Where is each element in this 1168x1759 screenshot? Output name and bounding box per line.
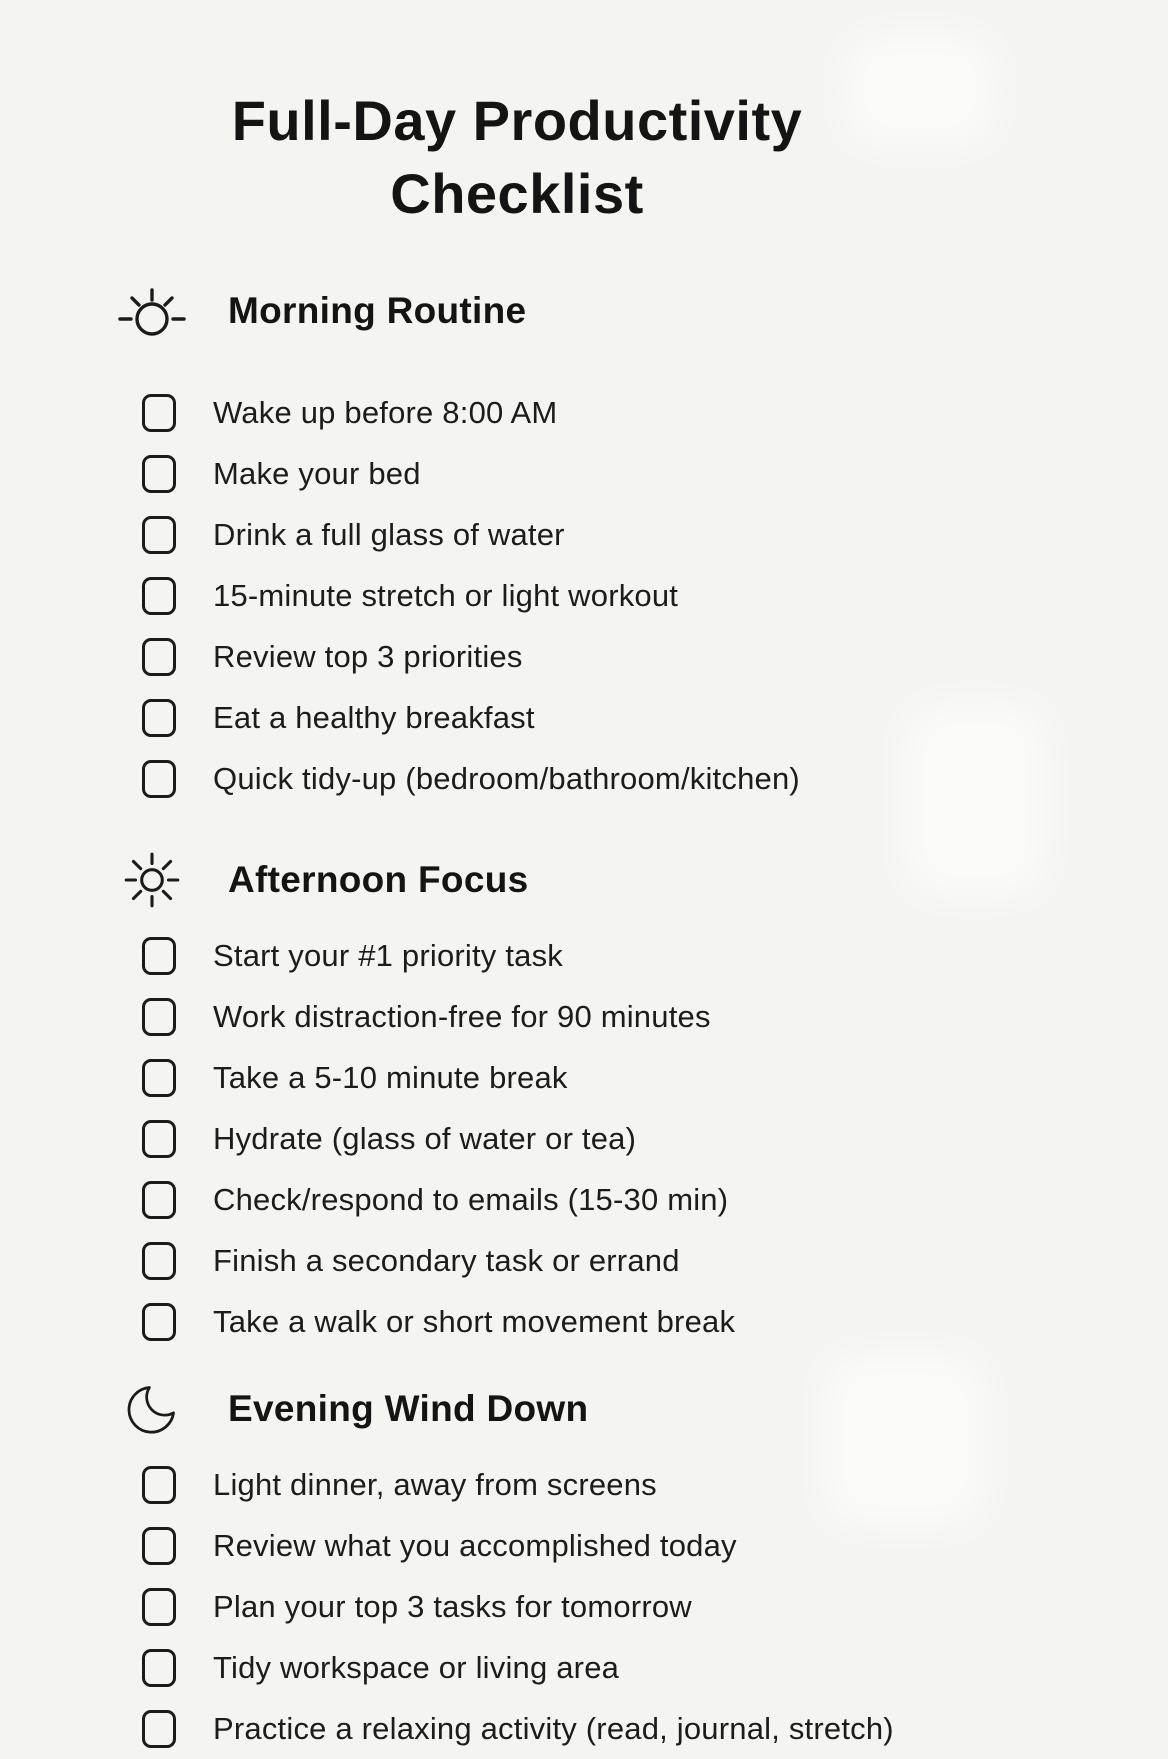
sun-icon: [112, 847, 192, 913]
checklist-item: [0, 1454, 1168, 1515]
checklist-item-label: Practice a relaxing activity (read, journal, stretch): [213, 1710, 894, 1746]
section-title: Morning Routine: [228, 290, 527, 331]
checklist-item: [0, 1637, 1168, 1698]
checkbox[interactable]: [142, 516, 176, 554]
checklist-item-label: Tidy workspace or living area: [213, 1649, 620, 1685]
checklist-item: [0, 986, 1168, 1047]
checklist-evening: [0, 1454, 1168, 1759]
checklist-item-label: Hydrate (glass of water or tea): [213, 1120, 637, 1156]
checkbox[interactable]: [142, 760, 176, 798]
checklist-item: [0, 1576, 1168, 1637]
checkbox[interactable]: [142, 937, 176, 975]
checklist-item-label: Wake up before 8:00 AM: [213, 394, 558, 430]
checklist-item-label: Drink a full glass of water: [213, 516, 565, 552]
checkbox[interactable]: [142, 699, 176, 737]
checklist-item: [0, 925, 1168, 986]
checklist-item: [0, 443, 1168, 504]
page-title-line-1: Full-Day Productivity: [231, 89, 803, 152]
checkbox[interactable]: [142, 1527, 176, 1565]
checkbox[interactable]: [142, 1059, 176, 1097]
checklist-item-label: Start your #1 priority task: [213, 937, 563, 973]
checklist-item: [0, 687, 1168, 748]
section-title: Afternoon Focus: [228, 859, 529, 900]
checklist-item-label: Check/respond to emails (15-30 min): [213, 1181, 729, 1217]
checklist-item: [0, 382, 1168, 443]
checklist-item-label: Eat a healthy breakfast: [213, 699, 535, 735]
checkbox[interactable]: [142, 394, 176, 432]
checkbox[interactable]: [142, 1120, 176, 1158]
checkbox[interactable]: [142, 638, 176, 676]
checklist-item: [0, 565, 1168, 626]
checklist-item-label: Finish a secondary task or errand: [213, 1242, 680, 1278]
checklist-item-label: Plan your top 3 tasks for tomorrow: [213, 1588, 692, 1624]
checklist-item-label: Take a walk or short movement break: [213, 1303, 736, 1339]
checkbox[interactable]: [142, 1242, 176, 1280]
checklist-item-label: 15-minute stretch or light workout: [213, 577, 679, 613]
section-evening-wind-down: [0, 1374, 1168, 1759]
checklist-item: [0, 1230, 1168, 1291]
checklist-item: [0, 1169, 1168, 1230]
section-header-morning: [0, 276, 1168, 346]
checklist-morning: [0, 382, 1168, 809]
checklist-item-label: Take a 5-10 minute break: [213, 1059, 568, 1095]
checklist-item: [0, 504, 1168, 565]
checkbox[interactable]: [142, 577, 176, 615]
section-header-afternoon: [0, 845, 1168, 915]
checkbox[interactable]: [142, 1649, 176, 1687]
crescent-moon-icon: [112, 1376, 192, 1442]
checklist-item: [0, 748, 1168, 809]
checklist-item: [0, 1515, 1168, 1576]
checkbox[interactable]: [142, 1181, 176, 1219]
section-header-evening: [0, 1374, 1168, 1444]
section-afternoon-focus: [0, 845, 1168, 1352]
page-title: [0, 0, 1034, 230]
checkbox[interactable]: [142, 998, 176, 1036]
checklist-item: [0, 1698, 1168, 1759]
checklist-afternoon: [0, 925, 1168, 1352]
checklist-item-label: Quick tidy-up (bedroom/bathroom/kitchen): [213, 760, 800, 796]
checkbox[interactable]: [142, 455, 176, 493]
checklist-item: [0, 1108, 1168, 1169]
checklist-item: [0, 626, 1168, 687]
checklist-item: [0, 1291, 1168, 1352]
checklist-item-label: Review top 3 priorities: [213, 638, 523, 674]
sunrise-icon: [112, 278, 192, 344]
section-title: Evening Wind Down: [228, 1388, 589, 1429]
checklist-item-label: Light dinner, away from screens: [213, 1466, 657, 1502]
page-title-line-2: Checklist: [390, 162, 644, 225]
section-morning-routine: [0, 276, 1168, 809]
checklist-item-label: Work distraction-free for 90 minutes: [213, 998, 711, 1034]
checklist-item-label: Review what you accomplished today: [213, 1527, 737, 1563]
checklist-item: [0, 1047, 1168, 1108]
checkbox[interactable]: [142, 1588, 176, 1626]
checkbox[interactable]: [142, 1303, 176, 1341]
checklist-item-label: Make your bed: [213, 455, 421, 491]
checkbox[interactable]: [142, 1710, 176, 1748]
checkbox[interactable]: [142, 1466, 176, 1504]
